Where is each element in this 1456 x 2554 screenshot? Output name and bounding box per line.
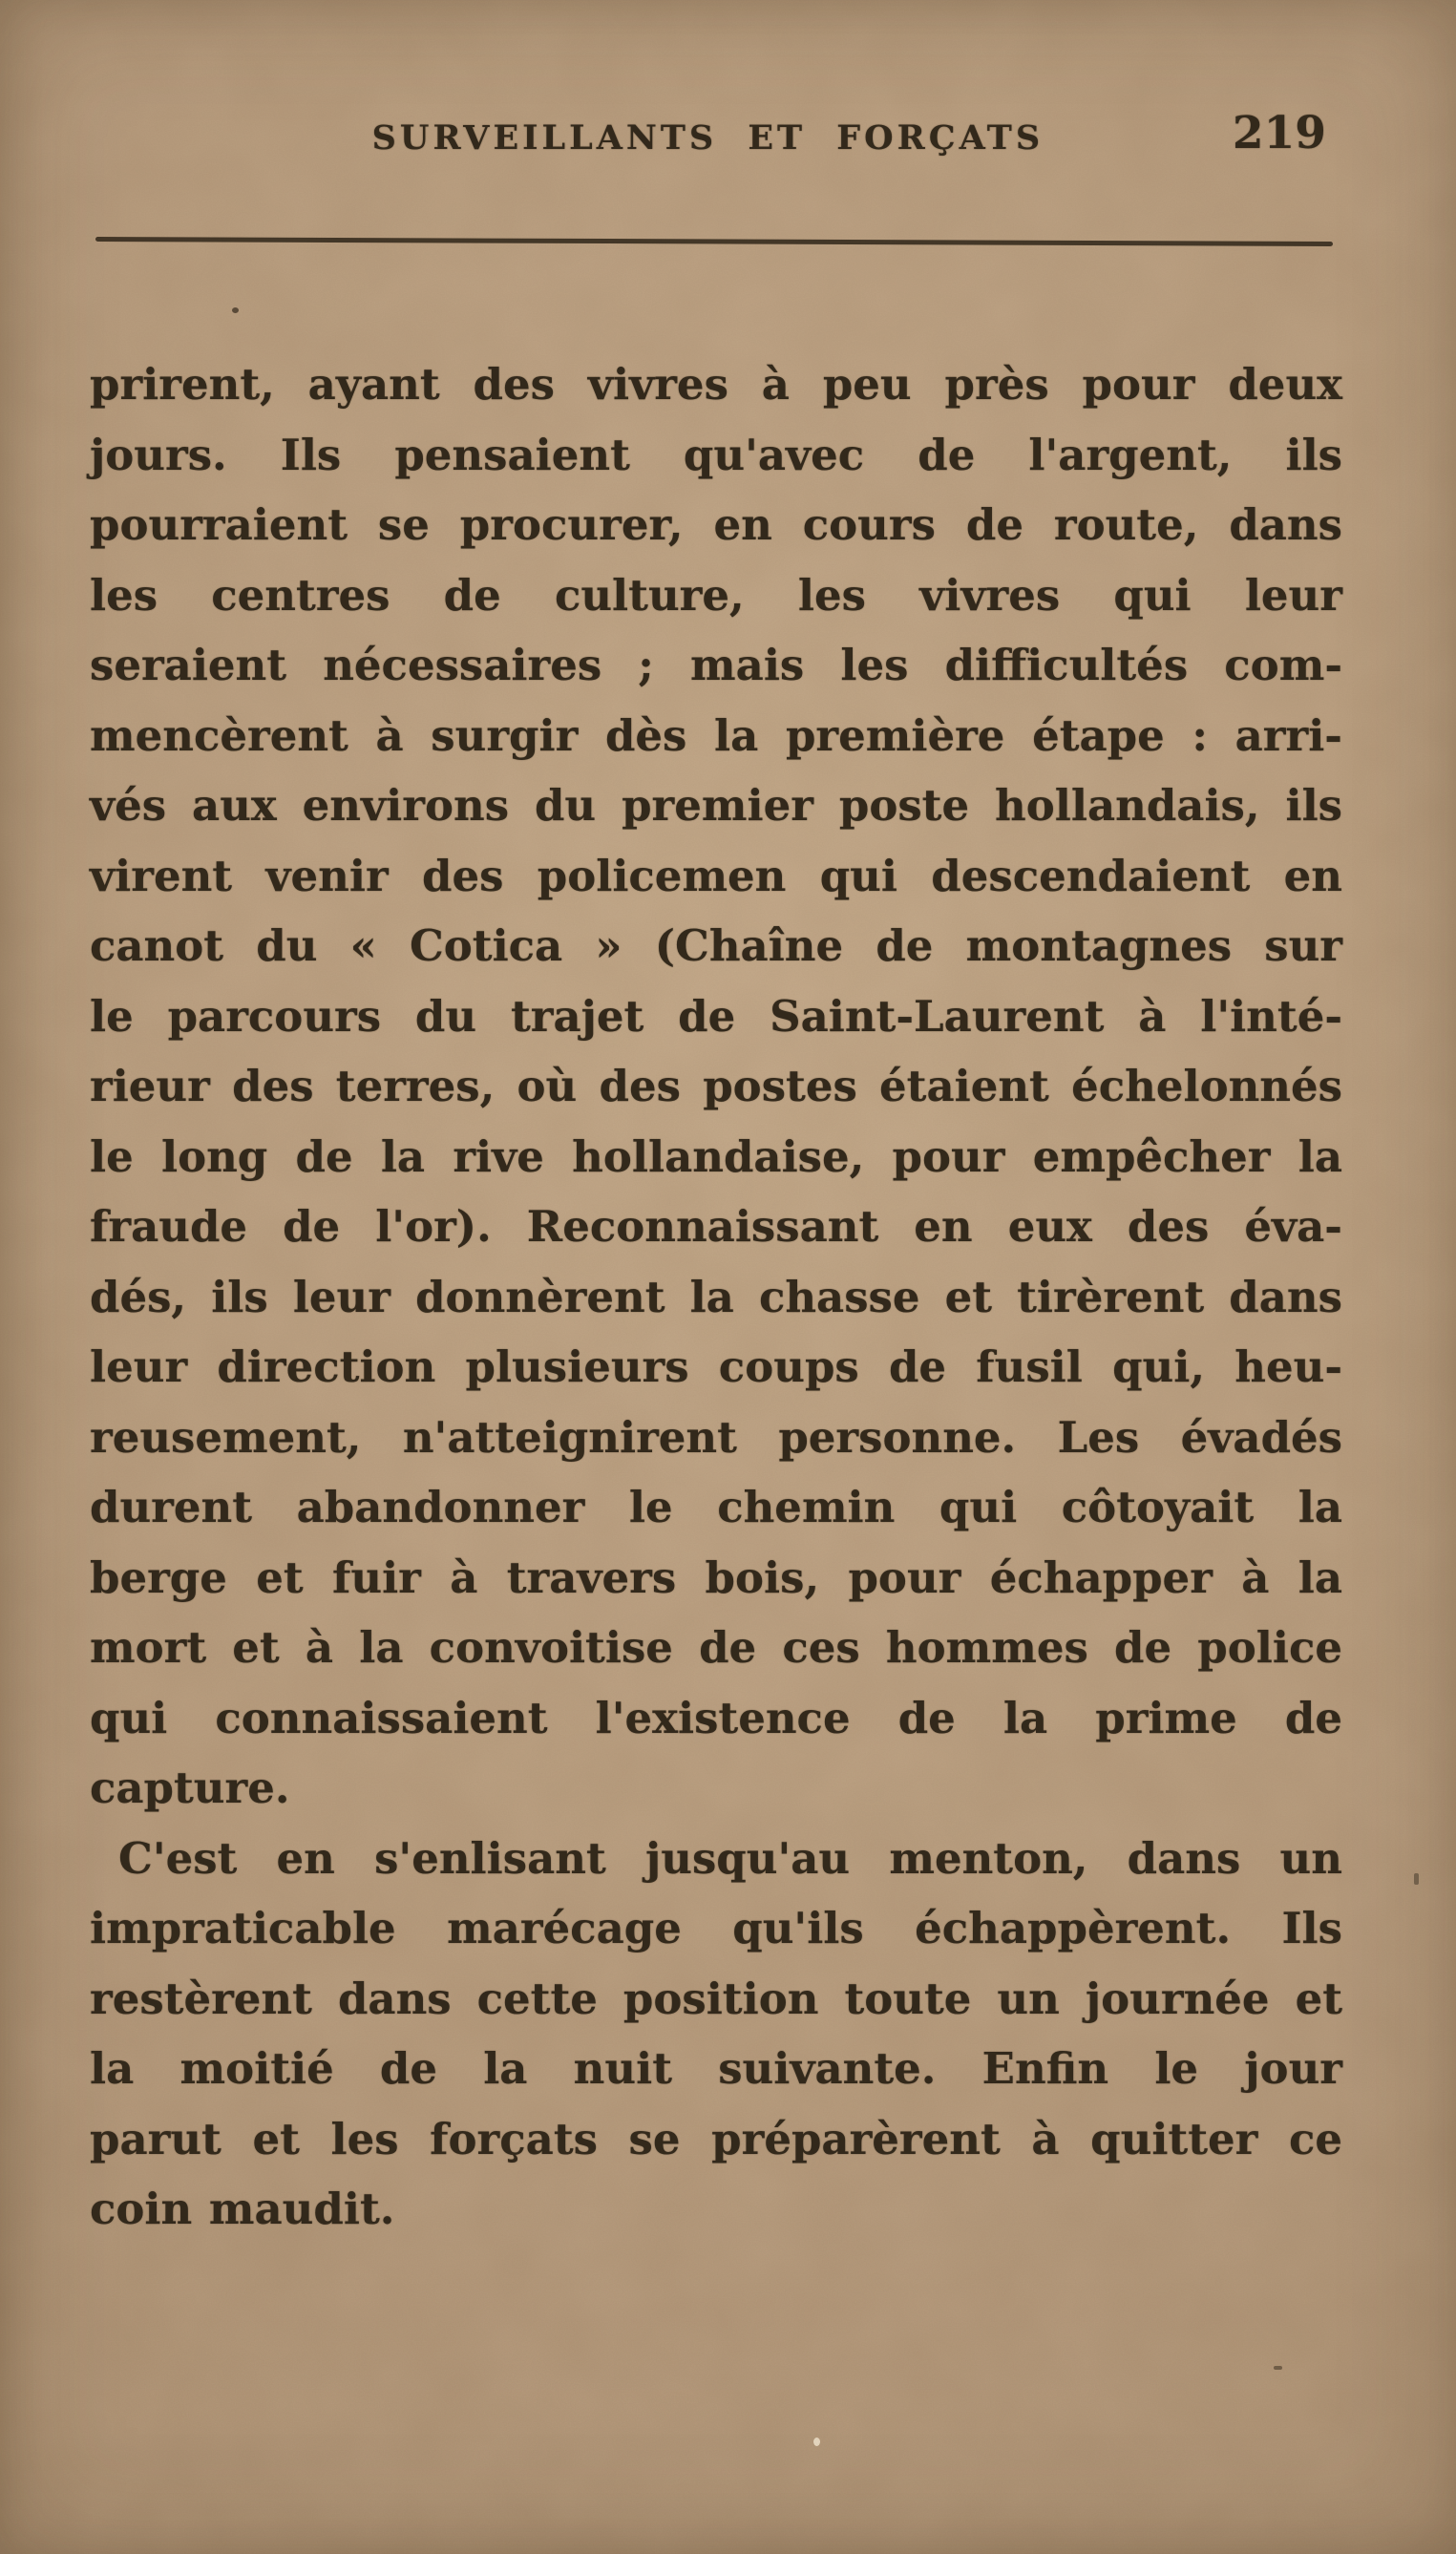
paper-speck <box>1414 1873 1419 1885</box>
page-number: 219 <box>1232 107 1326 159</box>
text-line: parut et les forçats se préparèrent à quitter ce <box>90 2113 1342 2164</box>
text-line: jours. Ils pensaient qu'avec de l'argent, ils <box>90 429 1342 480</box>
text-line: le parcours du trajet de Saint-Laurent à l'inté- <box>90 990 1342 1042</box>
text-line: durent abandonner le chemin qui côtoyait la <box>90 1482 1342 1532</box>
text-line: berge et fuir à travers bois, pour échapper à la <box>90 1551 1342 1603</box>
text-line: reusement, n'atteignirent personne. Les évadés <box>90 1411 1342 1463</box>
text-line: coin maudit. <box>90 2184 395 2234</box>
text-line: le long de la rive hollandaise, pour empêcher la <box>90 1130 1342 1182</box>
page-body <box>90 349 1342 2245</box>
text-line: impraticable marécage qu'ils échappèrent. Ils <box>90 1903 1342 1953</box>
running-header-title: SURVEILLANTS ET FORÇATS <box>371 118 1045 158</box>
text-line: mort et à la convoitise de ces hommes de police <box>90 1622 1342 1673</box>
text-line: leur direction plusieurs coups de fusil qui, heu- <box>90 1341 1342 1392</box>
text-line: C'est en s'enlisant jusqu'au menton, dans un <box>118 1832 1342 1884</box>
text-line: la moitié de la nuit suivante. Enfin le jour <box>90 2043 1342 2094</box>
text-line: qui connaissaient l'existence de la prime de <box>90 1692 1342 1743</box>
paper-speck <box>232 307 239 313</box>
text-line: dés, ils leur donnèrent la chasse et tirèrent dans <box>90 1271 1342 1322</box>
text-line: restèrent dans cette position toute un journée et <box>90 1973 1342 2024</box>
text-line: virent venir des policemen qui descendaient en <box>90 850 1342 901</box>
header-rule <box>95 237 1333 246</box>
text-line: seraient nécessaires ; mais les difficultés com- <box>90 640 1342 690</box>
text-line: capture. <box>90 1762 290 1813</box>
text-line: fraude de l'or). Reconnaissant en eux des éva- <box>90 1201 1342 1252</box>
text-line: les centres de culture, les vivres qui leur <box>90 569 1342 621</box>
text-line: pourraient se procurer, en cours de route, dans <box>90 499 1342 550</box>
text-line: canot du « Cotica » (Chaîne de montagnes sur <box>90 920 1342 971</box>
text-line: prirent, ayant des vivres à peu près pour deux <box>90 359 1342 410</box>
text-line: mencèrent à surgir dès la première étape : arri- <box>90 709 1342 761</box>
text-line: rieur des terres, où des postes étaient échelonnés <box>90 1061 1342 1111</box>
running-header <box>0 107 1456 170</box>
text-line: vés aux environs du premier poste hollandais, ils <box>90 780 1342 831</box>
paper-speck <box>813 2438 820 2446</box>
paper-speck <box>1274 2366 1282 2370</box>
